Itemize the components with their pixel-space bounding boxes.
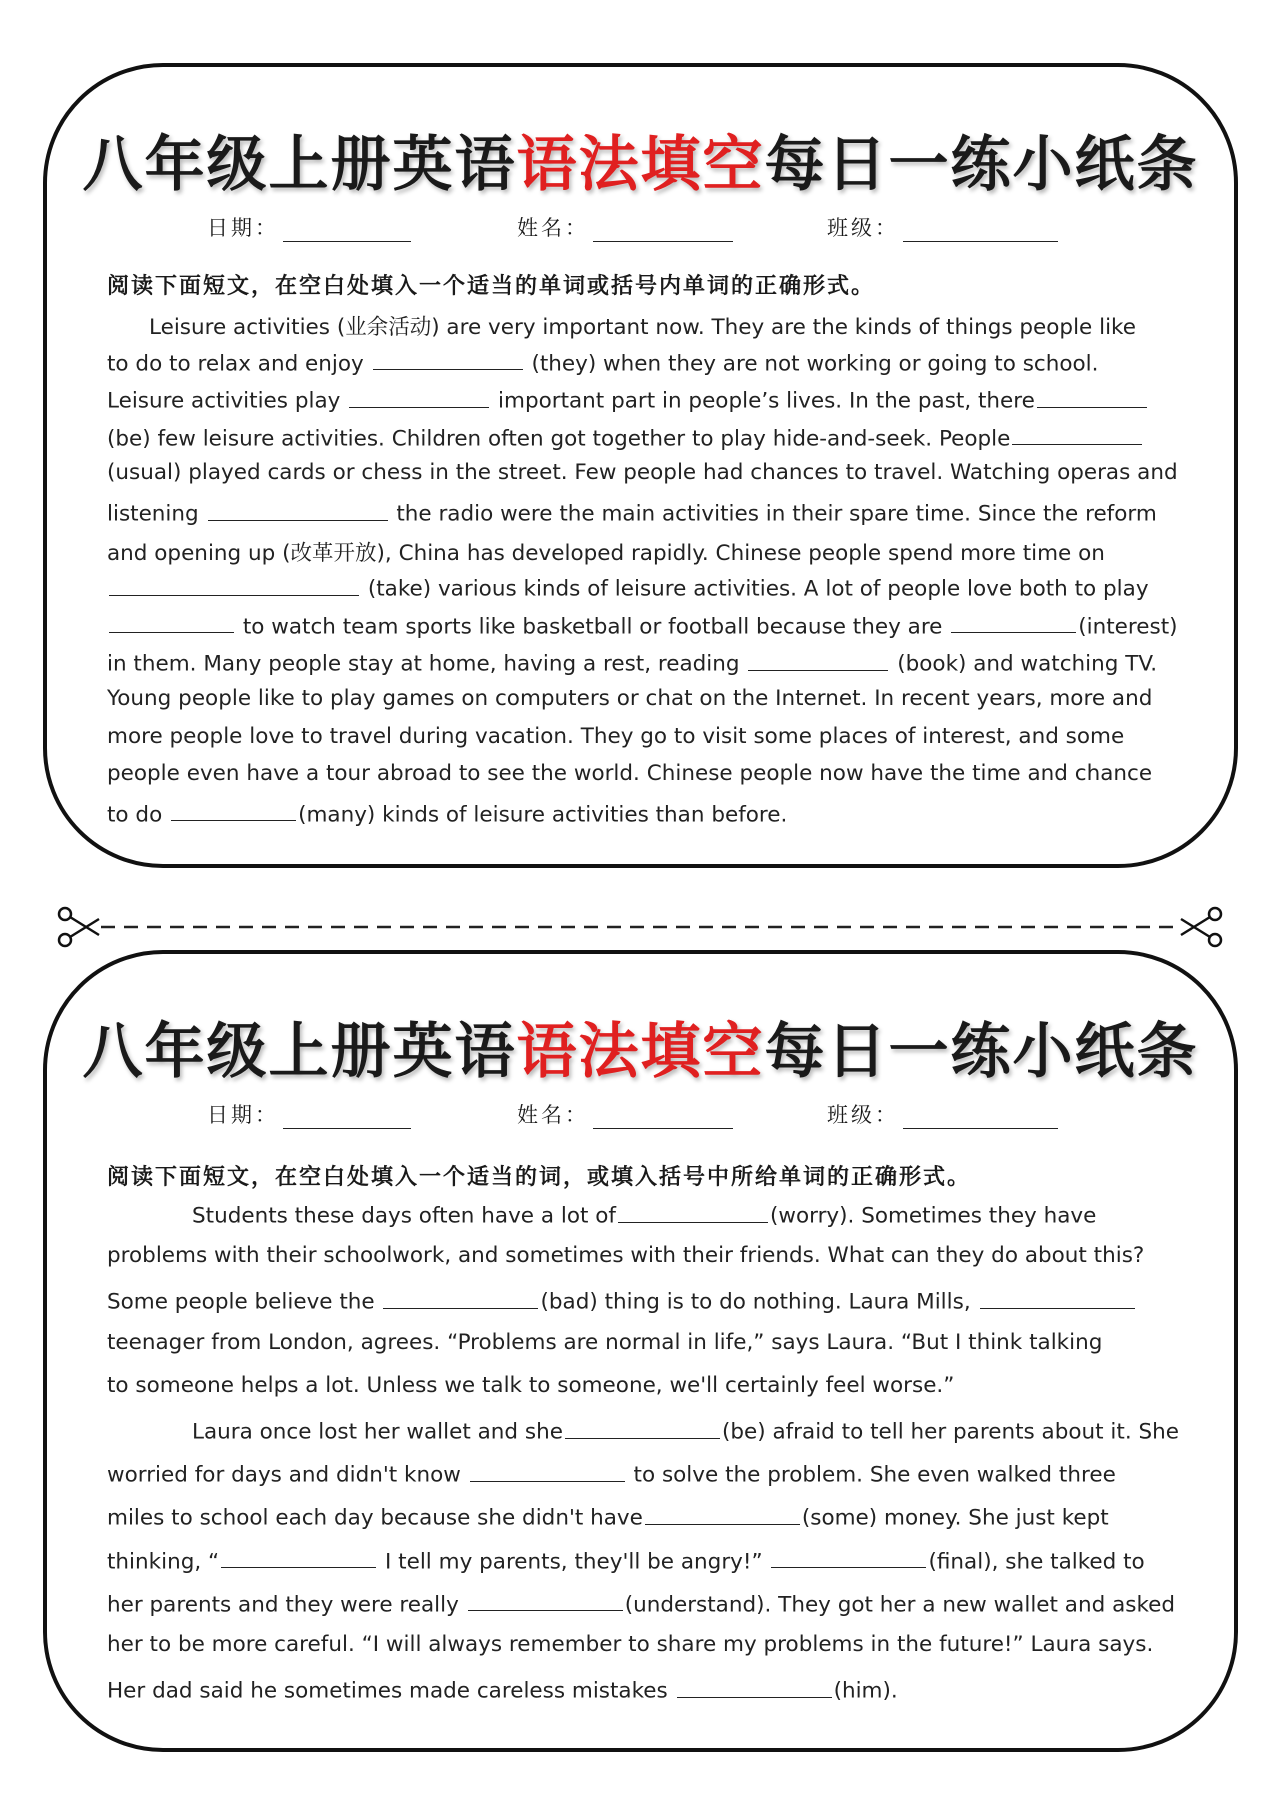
answer-blank[interactable] (373, 348, 523, 371)
passage-line (107, 1589, 1175, 1618)
passage-text: (final), she talked to (928, 1549, 1145, 1575)
passage-line (107, 724, 1124, 749)
answer-blank[interactable] (383, 1286, 538, 1309)
answer-blank[interactable] (470, 1459, 625, 1482)
answer-blank[interactable] (771, 1546, 926, 1569)
passage-text: Young people like to play games on computers or chat on the Internet. In recent years, more and (107, 686, 1153, 711)
scissors-icon (1177, 905, 1225, 949)
answer-blank[interactable] (618, 1200, 768, 1223)
name-field[interactable]: 姓名： (517, 212, 733, 242)
card1-title (47, 117, 1234, 203)
worksheet-card-1 (43, 63, 1238, 868)
passage-text: thinking, “ (107, 1549, 220, 1575)
passage-line (192, 1200, 1096, 1229)
class-field[interactable]: 班级： (827, 1099, 1058, 1129)
answer-blank[interactable] (1012, 423, 1142, 446)
passage-line (107, 573, 1149, 602)
answer-blank[interactable] (1037, 385, 1147, 408)
answer-blank[interactable] (951, 611, 1076, 634)
class-field[interactable]: 班级： (827, 212, 1058, 242)
answer-blank[interactable] (980, 1286, 1135, 1309)
title-highlight: 语法填空 (516, 1017, 765, 1087)
passage-text: to watch team sports like basketball or football because they are (236, 614, 950, 640)
passage-text: (many) kinds of leisure activities than before. (298, 802, 788, 828)
passage-text: (interest) (1078, 614, 1178, 640)
cut-line-separator (55, 905, 1225, 941)
answer-blank[interactable] (677, 1675, 832, 1698)
passage-line (107, 1675, 898, 1704)
passage-line (107, 1502, 1109, 1531)
passage-text: Her dad said he sometimes made careless mistakes (107, 1678, 675, 1704)
date-field[interactable]: 日期： (207, 1099, 411, 1129)
answer-blank[interactable] (221, 1546, 376, 1569)
passage-text: teenager from London, agrees. “Problems are normal in life,” says Laura. “But I think talking (107, 1329, 1103, 1355)
name-field[interactable]: 姓名： (517, 1099, 733, 1129)
answer-blank[interactable] (468, 1589, 623, 1612)
answer-blank[interactable] (349, 385, 489, 408)
passage-text: Students these days often have a lot of (192, 1203, 616, 1229)
passage-text: important part in people’s lives. In the past, there (491, 388, 1035, 414)
passage-line (107, 611, 1178, 640)
passage-line (107, 1286, 1137, 1315)
passage-text: (him). (833, 1678, 898, 1704)
passage-line (107, 648, 1157, 677)
passage-text: Laura once lost her wallet and she (192, 1419, 563, 1445)
passage-line (107, 1243, 1144, 1268)
passage-line (107, 686, 1152, 711)
scissors-icon (55, 905, 103, 949)
title-part-a: 八年级上册英语 (82, 130, 517, 200)
answer-blank[interactable] (109, 611, 234, 634)
passage-text: the radio were the main activities in their spare time. Since the reform (389, 501, 1157, 527)
passage-text: people even have a tour abroad to see the world. Chinese people now have the time and chance (107, 761, 1153, 787)
passage-text: (usual) played cards or chess in the street. Few people had chances to travel. Watching operas and (107, 460, 1178, 486)
passage-text: I tell my parents, they'll be angry!” (378, 1549, 770, 1575)
passage-line (107, 1546, 1145, 1575)
passage-text: and opening up (改革开放), China has developed rapidly. Chinese people spend more time on (107, 540, 1105, 566)
passage-text: Some people believe the (107, 1289, 382, 1315)
answer-blank[interactable] (109, 573, 359, 596)
passage-line (107, 498, 1157, 527)
passage-line (107, 423, 1144, 452)
answer-blank[interactable] (565, 1416, 720, 1439)
passage-line (107, 1330, 1102, 1355)
passage-text: problems with their schoolwork, and sometimes with their friends. What can they do about this? (107, 1243, 1145, 1269)
date-field[interactable]: 日期： (207, 212, 411, 242)
dashed-line (99, 905, 1179, 949)
passage-text: to someone helps a lot. Unless we talk to someone, we'll certainly feel worse.” (107, 1372, 955, 1398)
card2-title (47, 1004, 1234, 1090)
passage-text: (take) various kinds of leisure activities. A lot of people love both to play (361, 576, 1149, 602)
passage-line (107, 536, 1105, 567)
passage-text: (understand). They got her a new wallet and asked (624, 1592, 1176, 1618)
passage-text: more people love to travel during vacation. They go to visit some places of interest, and some (107, 723, 1125, 749)
passage-line (107, 1459, 1116, 1488)
passage-text: (they) when they are not working or going to school. (524, 351, 1099, 377)
passage-text: (some) money. She just kept (801, 1505, 1109, 1531)
passage-text: Leisure activities (业余活动) are very important now. They are the kinds of things people like (149, 315, 1136, 340)
passage-text: (be) afraid to tell her parents about it. She (721, 1419, 1179, 1445)
passage-line (107, 761, 1152, 786)
passage-text: listening (107, 501, 206, 527)
passage-line (107, 460, 1178, 485)
passage-text: (worry). Sometimes they have (769, 1203, 1097, 1229)
passage-text: (book) and watching TV. (890, 651, 1158, 677)
title-part-b: 每日一练小纸条 (764, 1017, 1199, 1087)
passage-line (149, 310, 1136, 341)
passage-text: miles to school each day because she didn't have (107, 1505, 643, 1531)
title-part-b: 每日一练小纸条 (764, 130, 1199, 200)
passage-text: her to be more careful. “I will always remember to share my problems in the future!” Laura says. (107, 1632, 1154, 1657)
answer-blank[interactable] (748, 648, 888, 671)
answer-blank[interactable] (645, 1502, 800, 1525)
card1-instruction: 阅读下面短文，在空白处填入一个适当的单词或括号内单词的正确形式。 (107, 273, 876, 299)
passage-line (107, 385, 1149, 414)
answer-blank[interactable] (208, 498, 388, 521)
passage-text: (be) few leisure activities. Children often got together to play hide-and-seek. People (107, 426, 1011, 452)
passage-line (107, 799, 787, 828)
answer-blank[interactable] (171, 799, 296, 822)
passage-line (107, 1373, 954, 1398)
passage-line (107, 348, 1098, 377)
passage-text: her parents and they were really (107, 1592, 466, 1618)
passage-text: worried for days and didn't know (107, 1462, 468, 1488)
passage-text: to do to relax and enjoy (107, 351, 371, 377)
passage-text: Leisure activities play (107, 388, 348, 414)
title-highlight: 语法填空 (516, 130, 765, 200)
passage-line (192, 1416, 1179, 1445)
card2-instruction: 阅读下面短文，在空白处填入一个适当的词，或填入括号中所给单词的正确形式。 (107, 1164, 972, 1190)
passage-text: to do (107, 802, 170, 828)
title-part-a: 八年级上册英语 (82, 1017, 517, 1087)
passage-text: to solve the problem. She even walked three (626, 1462, 1116, 1488)
passage-text: (bad) thing is to do nothing. Laura Mills, (540, 1289, 978, 1315)
passage-text: in them. Many people stay at home, having a rest, reading (107, 651, 747, 677)
passage-line (107, 1632, 1153, 1657)
worksheet-card-2 (43, 950, 1238, 1752)
